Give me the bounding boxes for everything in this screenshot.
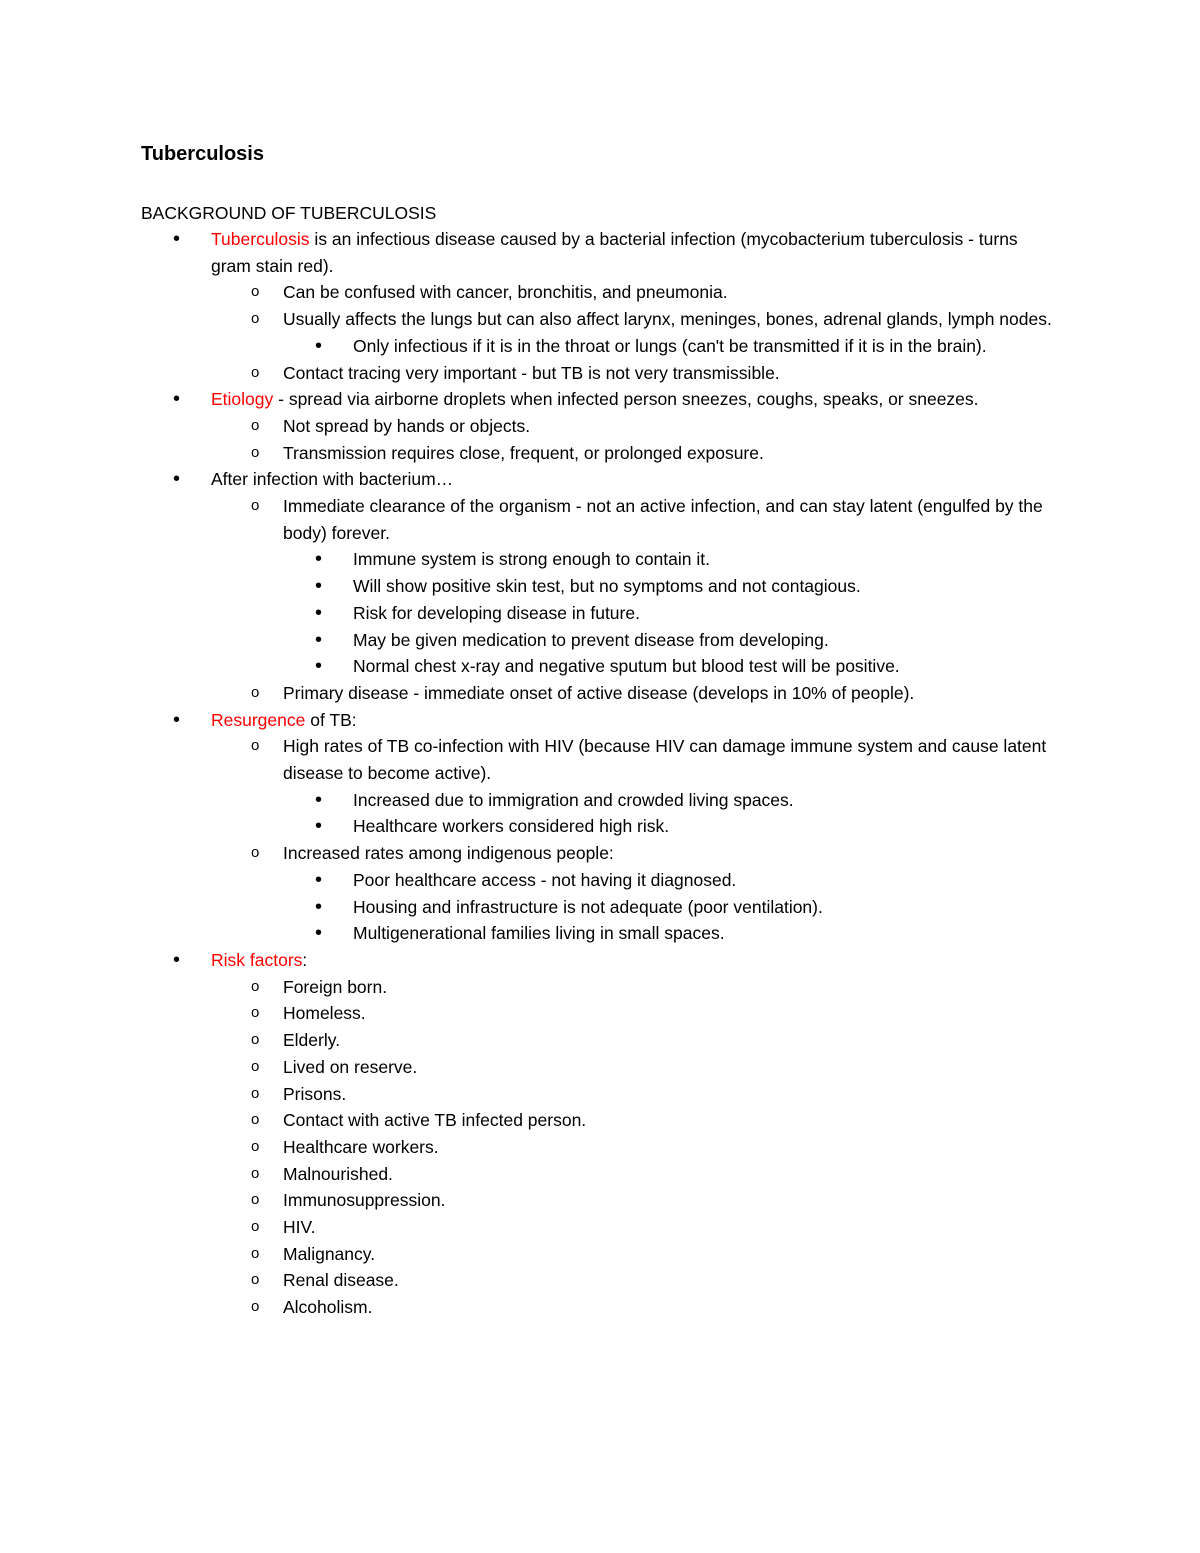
list-item-body: HIV.	[283, 1217, 316, 1238]
highlighted-term: Tuberculosis	[211, 229, 310, 249]
hollow-bullet-icon: o	[251, 497, 260, 515]
list-item-text	[283, 1054, 1058, 1081]
list-item	[0, 627, 1200, 654]
list-item-body: Healthcare workers considered high risk.	[353, 816, 670, 837]
list-item-text	[353, 894, 1058, 921]
list-item	[0, 600, 1200, 627]
list-item	[0, 360, 1200, 387]
list-item	[0, 1241, 1200, 1268]
list-item-body: Transmission requires close, frequent, or prolonged exposure.	[283, 442, 764, 463]
hollow-bullet-icon: o	[251, 844, 260, 862]
list-item-text	[283, 493, 1058, 546]
list-item-text	[283, 1027, 1058, 1054]
list-item-text	[353, 546, 1058, 573]
list-item	[0, 1294, 1200, 1321]
list-item	[0, 573, 1200, 600]
list-item-body: Housing and infrastructure is not adequate (poor ventilation).	[353, 896, 823, 917]
list-item-body: Malignancy.	[283, 1243, 376, 1264]
hollow-bullet-icon: o	[251, 1004, 260, 1022]
bullet-icon: •	[315, 575, 323, 598]
list-item	[0, 920, 1200, 947]
list-item-body: Immune system is strong enough to contain it.	[353, 549, 710, 570]
list-item	[0, 1027, 1200, 1054]
list-item	[0, 466, 1200, 493]
list-item-body: Primary disease - immediate onset of active disease (develops in 10% of people).	[283, 682, 915, 703]
list-item-body: Can be confused with cancer, bronchitis, and pneumonia.	[283, 282, 728, 303]
list-item-body: Elderly.	[283, 1030, 341, 1051]
list-item	[0, 1214, 1200, 1241]
hollow-bullet-icon: o	[251, 416, 260, 434]
list-item	[0, 493, 1200, 546]
list-item-text	[353, 867, 1058, 894]
hollow-bullet-icon: o	[251, 977, 260, 995]
list-item-text	[353, 920, 1058, 947]
list-item-text	[211, 707, 1056, 734]
list-item-text	[283, 1241, 1058, 1268]
list-item	[0, 974, 1200, 1001]
list-item-text	[211, 947, 1056, 974]
list-item-text	[283, 1294, 1058, 1321]
list-item-body: Immediate clearance of the organism - not an active infection, and can stay latent (engulfed by the body) forever.	[283, 496, 1043, 543]
list-item-text	[283, 279, 1058, 306]
list-item	[0, 1081, 1200, 1108]
list-item	[0, 733, 1200, 786]
highlighted-term: Etiology	[211, 389, 274, 410]
list-item-text	[283, 1267, 1058, 1294]
list-item-body: Renal disease.	[283, 1270, 399, 1291]
list-item	[0, 1107, 1200, 1134]
list-item-text	[283, 840, 1058, 867]
hollow-bullet-icon: o	[251, 1164, 260, 1182]
list-item-text	[211, 386, 1056, 413]
hollow-bullet-icon: o	[251, 1031, 260, 1049]
list-item	[0, 1134, 1200, 1161]
list-item-text	[283, 1161, 1058, 1188]
list-item	[0, 279, 1200, 306]
hollow-bullet-icon: o	[251, 363, 260, 381]
bullet-icon: •	[173, 948, 181, 971]
bullet-icon: •	[173, 388, 181, 411]
bullet-icon: •	[173, 228, 181, 250]
list-item	[0, 440, 1200, 467]
list-item	[0, 947, 1200, 974]
list-item-body: Healthcare workers.	[283, 1136, 439, 1157]
list-item-text	[283, 1081, 1058, 1108]
list-item-text	[283, 1000, 1058, 1027]
list-item-text	[283, 733, 1058, 786]
list-item	[0, 787, 1200, 814]
list-item	[0, 1187, 1200, 1214]
list-item-body: Usually affects the lungs but can also affect larynx, meninges, bones, adrenal glands, lymph nodes.	[283, 309, 1052, 330]
list-item-body: Homeless.	[283, 1003, 366, 1024]
document-title: Tuberculosis	[141, 143, 264, 165]
list-item-body: Risk for developing disease in future.	[353, 602, 640, 623]
list-item-text	[353, 600, 1058, 627]
list-item	[0, 1161, 1200, 1188]
list-item-body: :	[302, 949, 308, 970]
list-item	[0, 680, 1200, 707]
hollow-bullet-icon: o	[251, 1084, 260, 1102]
list-item-text	[211, 466, 1056, 493]
bullet-icon: •	[315, 628, 323, 651]
hollow-bullet-icon: o	[251, 1218, 260, 1236]
hollow-bullet-icon: o	[251, 443, 260, 461]
hollow-bullet-icon: o	[251, 1191, 260, 1209]
highlighted-term: Resurgence	[211, 709, 306, 730]
list-item-text	[283, 440, 1058, 467]
list-item-body: Contact tracing very important - but TB is not very transmissible.	[283, 362, 780, 383]
bullet-icon: •	[173, 708, 181, 731]
list-item-body: Immunosuppression.	[283, 1190, 446, 1211]
bullet-icon: •	[315, 895, 323, 918]
list-item-body: Multigenerational families living in small spaces.	[353, 923, 725, 944]
list-item	[0, 546, 1200, 573]
hollow-bullet-icon: o	[251, 283, 260, 301]
list-item-body: Only infectious if it is in the throat or lungs (can't be transmitted if it is in the brain).	[353, 335, 987, 356]
list-item-text	[283, 680, 1058, 707]
list-item-body: After infection with bacterium…	[211, 469, 454, 490]
hollow-bullet-icon: o	[251, 1298, 260, 1316]
list-item-body: High rates of TB co-infection with HIV (because HIV can damage immune system and cause latent disease to become active).	[283, 736, 1047, 784]
list-item-body: Not spread by hands or objects.	[283, 415, 531, 436]
list-item-text	[283, 1214, 1058, 1241]
list-item	[0, 653, 1200, 680]
hollow-bullet-icon: o	[251, 683, 260, 701]
list-item	[0, 413, 1200, 440]
list-item-body: Poor healthcare access - not having it diagnosed.	[353, 869, 737, 890]
list-item-body: May be given medication to prevent disease from developing.	[353, 629, 829, 650]
bullet-icon: •	[315, 334, 323, 357]
list-item-text	[283, 1134, 1058, 1161]
list-item-body: Foreign born.	[283, 976, 388, 997]
bullet-icon: •	[315, 815, 323, 838]
highlighted-term: Risk factors	[211, 949, 303, 970]
list-item-body: Increased rates among indigenous people:	[283, 843, 614, 864]
list-item-text	[353, 813, 1058, 840]
list-item-text	[283, 360, 1058, 387]
hollow-bullet-icon: o	[251, 1111, 260, 1129]
list-item-text	[353, 787, 1058, 814]
hollow-bullet-icon: o	[251, 1057, 260, 1075]
list-item-text	[283, 413, 1058, 440]
list-item-text	[283, 1187, 1058, 1214]
list-item-body: Prisons.	[283, 1083, 347, 1104]
list-item	[0, 1054, 1200, 1081]
bullet-icon: •	[173, 468, 181, 491]
list-item	[0, 707, 1200, 734]
bullet-icon: •	[315, 655, 323, 678]
list-item	[0, 386, 1200, 413]
list-item-text	[283, 1107, 1058, 1134]
list-item-text	[353, 333, 1058, 360]
list-item	[0, 1000, 1200, 1027]
bullet-list	[0, 226, 1200, 1321]
list-item-text	[353, 627, 1058, 654]
list-item	[0, 306, 1200, 333]
hollow-bullet-icon: o	[251, 310, 260, 328]
list-item-body: Alcoholism.	[283, 1297, 373, 1318]
list-item-body: Normal chest x-ray and negative sputum but blood test will be positive.	[353, 656, 900, 677]
list-item-body: is an infectious disease caused by a bacterial infection (mycobacterium tuberculosis - turns gram stain red).	[211, 229, 1018, 276]
list-item-body: of TB:	[305, 709, 357, 730]
bullet-icon: •	[315, 601, 323, 624]
list-item-text	[283, 974, 1058, 1001]
list-item-body: Contact with active TB infected person.	[283, 1110, 587, 1131]
list-item-body: Malnourished.	[283, 1163, 393, 1184]
section-heading: BACKGROUND OF TUBERCULOSIS	[141, 203, 437, 223]
bullet-icon: •	[315, 788, 323, 811]
hollow-bullet-icon: o	[251, 1271, 260, 1289]
list-item	[0, 226, 1200, 279]
list-item-text	[353, 573, 1058, 600]
bullet-icon: •	[315, 868, 323, 891]
list-item-text	[283, 306, 1058, 333]
hollow-bullet-icon: o	[251, 1244, 260, 1262]
bullet-icon: •	[315, 548, 323, 571]
list-item-text	[211, 226, 1056, 279]
list-item-body: - spread via airborne droplets when infected person sneezes, coughs, speaks, or sneezes.	[273, 389, 979, 410]
list-item	[0, 813, 1200, 840]
list-item-text	[353, 653, 1058, 680]
list-item	[0, 1267, 1200, 1294]
hollow-bullet-icon: o	[251, 737, 260, 755]
list-item	[0, 333, 1200, 360]
list-item	[0, 840, 1200, 867]
bullet-icon: •	[315, 922, 323, 945]
hollow-bullet-icon: o	[251, 1137, 260, 1155]
list-item-body: Will show positive skin test, but no symptoms and not contagious.	[353, 576, 861, 597]
list-item-body: Lived on reserve.	[283, 1056, 418, 1077]
list-item	[0, 867, 1200, 894]
list-item-body: Increased due to immigration and crowded living spaces.	[353, 789, 794, 810]
list-item	[0, 894, 1200, 921]
